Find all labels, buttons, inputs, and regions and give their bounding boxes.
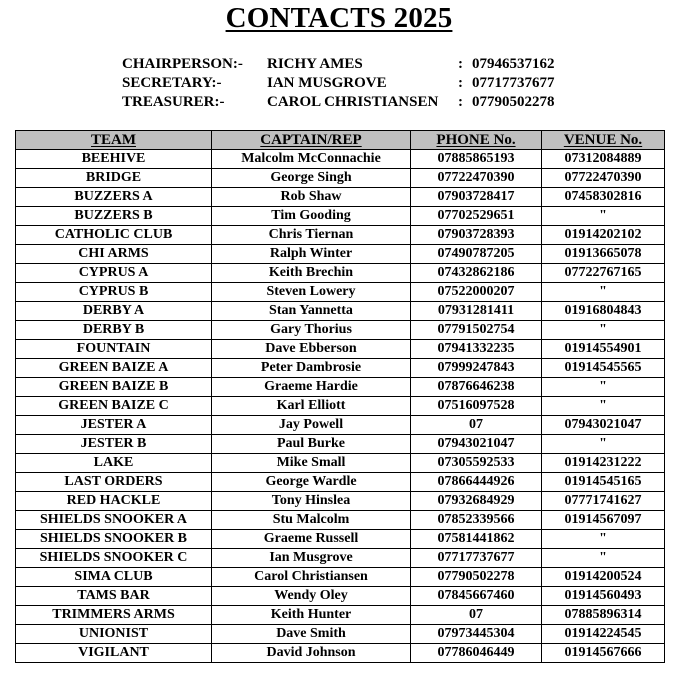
cell-captain: Paul Burke — [212, 435, 411, 454]
cell-phone: 07973445304 — [411, 625, 542, 644]
cell-venue: 01913665078 — [542, 245, 665, 264]
cell-captain: Malcolm McConnachie — [212, 150, 411, 169]
cell-phone: 07786046449 — [411, 644, 542, 663]
table-row — [16, 606, 665, 625]
officer-role: SECRETARY:- — [122, 75, 222, 91]
cell-captain: Stan Yannetta — [212, 302, 411, 321]
cell-venue: " — [542, 530, 665, 549]
cell-team: BRIDGE — [16, 169, 212, 188]
cell-venue: " — [542, 321, 665, 340]
cell-phone: 07790502278 — [411, 568, 542, 587]
officer-role: CHAIRPERSON:- — [122, 56, 243, 72]
cell-venue: 01914545565 — [542, 359, 665, 378]
table-row — [16, 435, 665, 454]
cell-phone: 07845667460 — [411, 587, 542, 606]
cell-captain: Chris Tiernan — [212, 226, 411, 245]
cell-phone: 07581441862 — [411, 530, 542, 549]
table-row — [16, 492, 665, 511]
cell-venue: " — [542, 549, 665, 568]
cell-phone: 07702529651 — [411, 207, 542, 226]
cell-venue: 01914202102 — [542, 226, 665, 245]
table-row — [16, 359, 665, 378]
cell-phone: 07941332235 — [411, 340, 542, 359]
cell-captain: Peter Dambrosie — [212, 359, 411, 378]
table-row — [16, 587, 665, 606]
cell-captain: Karl Elliott — [212, 397, 411, 416]
officer-name: CAROL CHRISTIANSEN — [267, 94, 439, 110]
cell-captain: Tim Gooding — [212, 207, 411, 226]
cell-team: GREEN BAIZE A — [16, 359, 212, 378]
cell-team: SHIELDS SNOOKER B — [16, 530, 212, 549]
officer-role: TREASURER:- — [122, 94, 225, 110]
cell-team: LAST ORDERS — [16, 473, 212, 492]
cell-team: CYPRUS B — [16, 283, 212, 302]
table-row — [16, 625, 665, 644]
cell-phone: 07305592533 — [411, 454, 542, 473]
cell-team: TAMS BAR — [16, 587, 212, 606]
officer-phone: 07717737677 — [472, 75, 555, 91]
cell-team: CATHOLIC CLUB — [16, 226, 212, 245]
cell-captain: Ian Musgrove — [212, 549, 411, 568]
cell-captain: George Wardle — [212, 473, 411, 492]
cell-venue: 07943021047 — [542, 416, 665, 435]
cell-captain: Carol Christiansen — [212, 568, 411, 587]
cell-team: BUZZERS A — [16, 188, 212, 207]
header-phone: PHONE No. — [411, 131, 542, 150]
cell-phone: 07 — [411, 606, 542, 625]
cell-captain: George Singh — [212, 169, 411, 188]
officer-phone: 07946537162 — [472, 56, 555, 72]
table-row — [16, 264, 665, 283]
cell-venue: 01914560493 — [542, 587, 665, 606]
cell-phone: 07 — [411, 416, 542, 435]
table-row — [16, 549, 665, 568]
table-row — [16, 321, 665, 340]
cell-phone: 07522000207 — [411, 283, 542, 302]
table-row — [16, 416, 665, 435]
cell-phone: 07516097528 — [411, 397, 542, 416]
table-row — [16, 283, 665, 302]
officer-name: RICHY AMES — [267, 56, 363, 72]
cell-team: CHI ARMS — [16, 245, 212, 264]
cell-venue: 07722470390 — [542, 169, 665, 188]
cell-venue: 01916804843 — [542, 302, 665, 321]
cell-captain: Keith Brechin — [212, 264, 411, 283]
table-row — [16, 226, 665, 245]
cell-phone: 07943021047 — [411, 435, 542, 454]
cell-captain: Jay Powell — [212, 416, 411, 435]
cell-team: BUZZERS B — [16, 207, 212, 226]
table-row — [16, 473, 665, 492]
cell-venue: " — [542, 397, 665, 416]
cell-venue: 07312084889 — [542, 150, 665, 169]
cell-phone: 07490787205 — [411, 245, 542, 264]
cell-captain: Stu Malcolm — [212, 511, 411, 530]
cell-team: TRIMMERS ARMS — [16, 606, 212, 625]
header-team: TEAM — [16, 131, 212, 150]
officer-name: IAN MUSGROVE — [267, 75, 387, 91]
cell-phone: 07717737677 — [411, 549, 542, 568]
cell-team: GREEN BAIZE B — [16, 378, 212, 397]
cell-captain: Keith Hunter — [212, 606, 411, 625]
cell-phone: 07931281411 — [411, 302, 542, 321]
table-row — [16, 150, 665, 169]
cell-venue: " — [542, 435, 665, 454]
cell-phone: 07885865193 — [411, 150, 542, 169]
header-captain: CAPTAIN/REP — [212, 131, 411, 150]
cell-phone: 07903728393 — [411, 226, 542, 245]
cell-venue: 07458302816 — [542, 188, 665, 207]
cell-venue: 01914545165 — [542, 473, 665, 492]
page-title: CONTACTS 2025 — [225, 2, 453, 34]
cell-captain: Dave Smith — [212, 625, 411, 644]
table-row — [16, 511, 665, 530]
cell-team: VIGILANT — [16, 644, 212, 663]
table-row — [16, 302, 665, 321]
table-row — [16, 188, 665, 207]
cell-captain: Dave Ebberson — [212, 340, 411, 359]
page-title-wrapper — [0, 2, 678, 35]
cell-captain: Steven Lowery — [212, 283, 411, 302]
table-row — [16, 454, 665, 473]
cell-team: RED HACKLE — [16, 492, 212, 511]
cell-team: JESTER A — [16, 416, 212, 435]
table-row — [16, 397, 665, 416]
cell-phone: 07903728417 — [411, 188, 542, 207]
officer-separator: : — [458, 56, 463, 72]
officer-separator: : — [458, 94, 463, 110]
cell-captain: Ralph Winter — [212, 245, 411, 264]
cell-venue: 01914224545 — [542, 625, 665, 644]
cell-team: SHIELDS SNOOKER A — [16, 511, 212, 530]
cell-venue: 01914567097 — [542, 511, 665, 530]
cell-captain: Gary Thorius — [212, 321, 411, 340]
cell-venue: 07722767165 — [542, 264, 665, 283]
cell-team: LAKE — [16, 454, 212, 473]
cell-captain: Rob Shaw — [212, 188, 411, 207]
table-row — [16, 644, 665, 663]
table-header-row — [16, 131, 665, 150]
cell-captain: Graeme Hardie — [212, 378, 411, 397]
cell-venue: 01914554901 — [542, 340, 665, 359]
table-row — [16, 568, 665, 587]
cell-phone: 07932684929 — [411, 492, 542, 511]
cell-phone: 07876646238 — [411, 378, 542, 397]
cell-team: UNIONIST — [16, 625, 212, 644]
cell-team: DERBY B — [16, 321, 212, 340]
cell-captain: Mike Small — [212, 454, 411, 473]
officer-phone: 07790502278 — [472, 94, 555, 110]
cell-phone: 07866444926 — [411, 473, 542, 492]
table-row — [16, 530, 665, 549]
cell-venue: " — [542, 283, 665, 302]
officer-separator: : — [458, 75, 463, 91]
cell-phone: 07999247843 — [411, 359, 542, 378]
cell-captain: Wendy Oley — [212, 587, 411, 606]
cell-venue: " — [542, 207, 665, 226]
table-row — [16, 378, 665, 397]
cell-team: GREEN BAIZE C — [16, 397, 212, 416]
cell-team: CYPRUS A — [16, 264, 212, 283]
header-venue: VENUE No. — [542, 131, 665, 150]
cell-venue: 01914567666 — [542, 644, 665, 663]
cell-phone: 07432862186 — [411, 264, 542, 283]
table-body — [16, 150, 665, 663]
cell-venue: 07885896314 — [542, 606, 665, 625]
cell-team: FOUNTAIN — [16, 340, 212, 359]
cell-venue: 01914200524 — [542, 568, 665, 587]
cell-team: BEEHIVE — [16, 150, 212, 169]
cell-phone: 07722470390 — [411, 169, 542, 188]
cell-captain: Graeme Russell — [212, 530, 411, 549]
cell-team: JESTER B — [16, 435, 212, 454]
cell-phone: 07852339566 — [411, 511, 542, 530]
cell-captain: David Johnson — [212, 644, 411, 663]
cell-team: DERBY A — [16, 302, 212, 321]
table-row — [16, 340, 665, 359]
cell-team: SIMA CLUB — [16, 568, 212, 587]
cell-team: SHIELDS SNOOKER C — [16, 549, 212, 568]
table-row — [16, 207, 665, 226]
table-row — [16, 245, 665, 264]
cell-venue: " — [542, 378, 665, 397]
cell-venue: 01914231222 — [542, 454, 665, 473]
cell-phone: 07791502754 — [411, 321, 542, 340]
cell-captain: Tony Hinslea — [212, 492, 411, 511]
cell-venue: 07771741627 — [542, 492, 665, 511]
table-row — [16, 169, 665, 188]
contacts-table — [15, 130, 665, 663]
